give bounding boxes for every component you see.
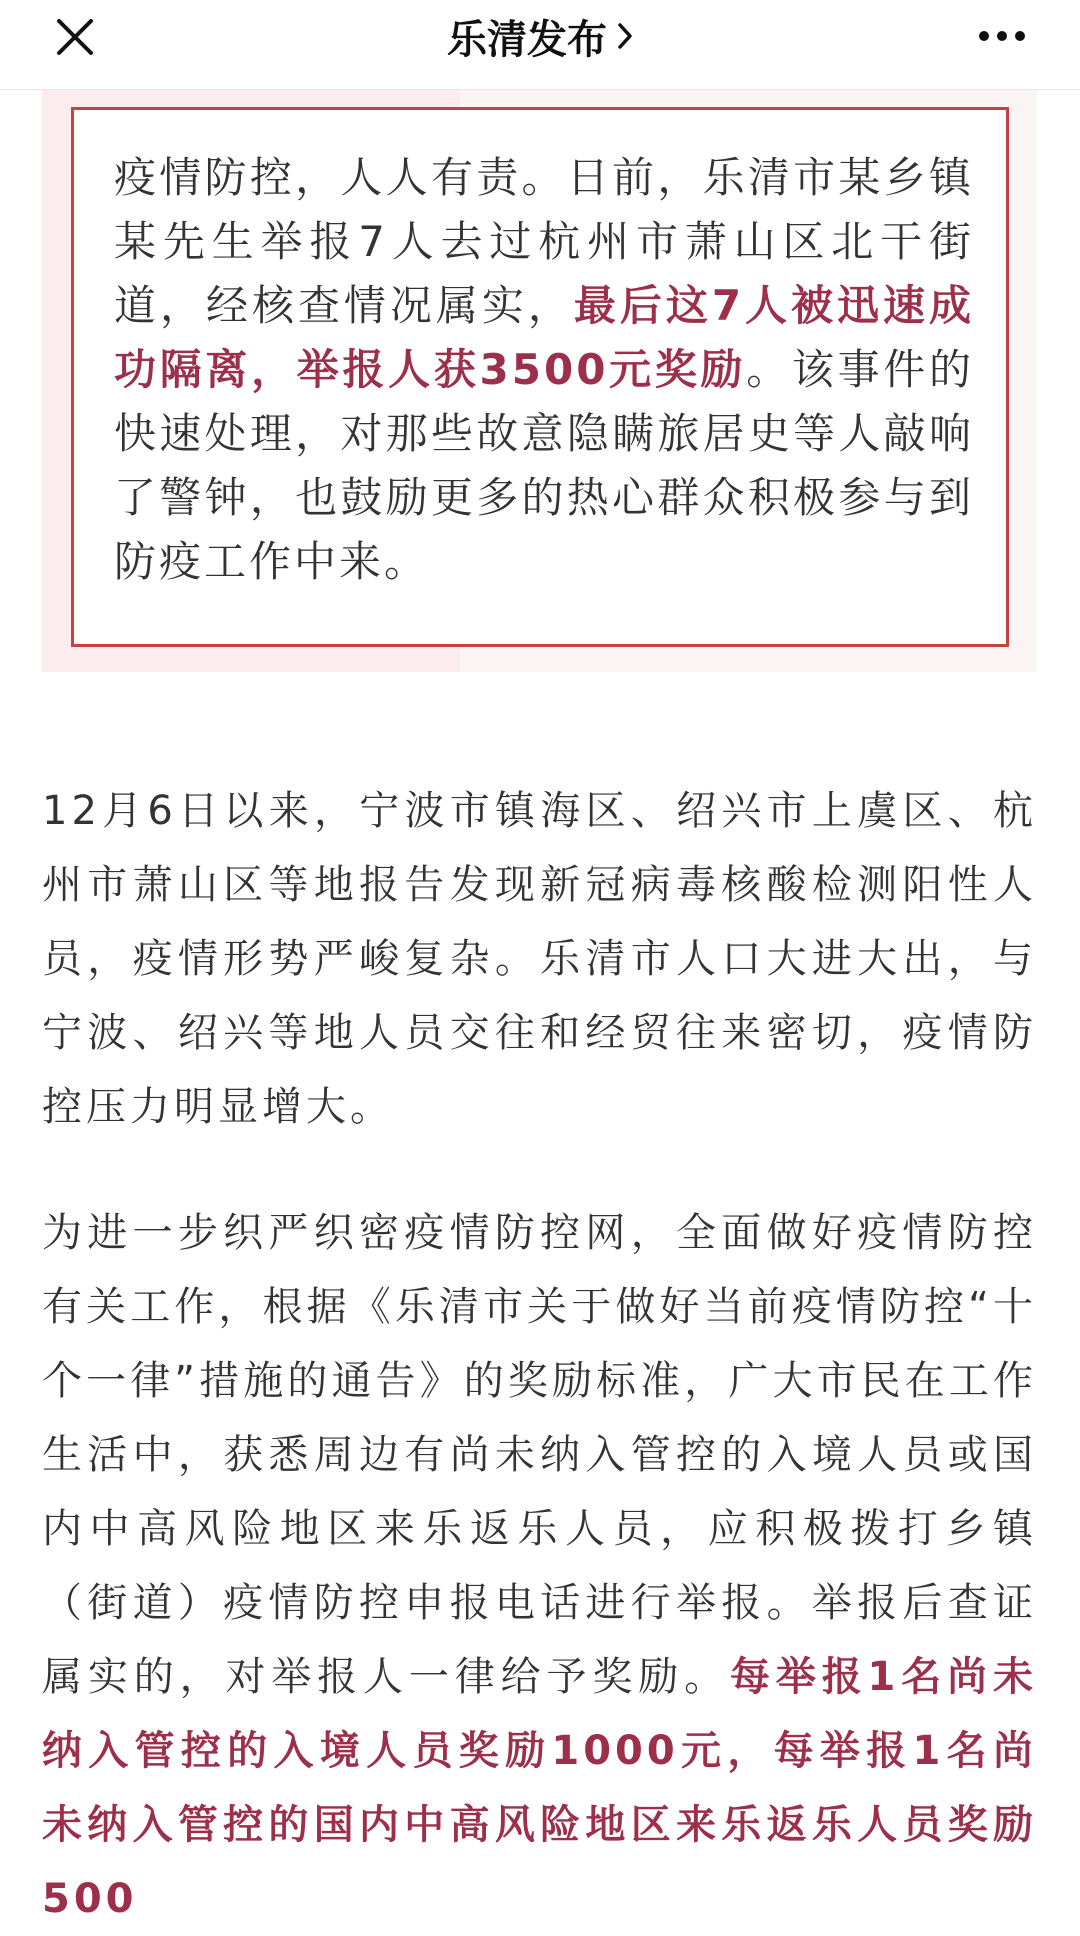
callout-highlight: 最后这7人被迅速成功隔离，举报人获3500元奖励 [114, 281, 974, 394]
nav-title-container [0, 0, 1080, 72]
close-icon [55, 17, 95, 57]
top-nav-bar [0, 0, 1080, 90]
callout-text-part: 疫情防控，人人有责。日前，乐清市某乡镇某先生举报7人去过杭州市萧山区北干街道，经核查情况属实， [114, 153, 974, 330]
article-paragraph-1: 12月6日以来，宁波市镇海区、绍兴市上虞区、杭州市萧山区等地报告发现新冠病毒核酸检测阳性人员，疫情形势严峻复杂。乐清市人口大进大出，与宁波、绍兴等地人员交往和经贸往来密切，疫情防控压力明显增大。 [42, 788, 1037, 1130]
callout-text [114, 146, 974, 594]
paragraph-highlight: 每举报1名尚未纳入管控的入境人员奖励1000元，每举报1名尚未纳入管控的国内中高风险地区来乐返乐人员奖励500 [42, 1654, 1037, 1922]
account-name: 乐清发布 [447, 16, 607, 63]
callout-box [71, 107, 1009, 647]
chevron-right-icon [617, 22, 633, 50]
more-dots-icon [978, 30, 1026, 42]
more-options-button[interactable] [972, 14, 1032, 58]
account-title-link[interactable] [447, 8, 633, 65]
close-button[interactable] [48, 10, 102, 64]
paragraph-text-part: 为进一步织严织密疫情防控网，全面做好疫情防控有关工作，根据《乐清市关于做好当前疫情防控“十个一律”措施的通告》的奖励标准，广大市民在工作生活中，获悉周边有尚未纳入管控的入境人员或国内中高风险地区来乐返乐人员，应积极拨打乡镇（街道）疫情防控申报电话进行举报。举报后查证属实的，对举报人一律给予奖励。 [42, 1210, 1037, 1700]
callout-text-part: 。该事件的快速处理，对那些故意隐瞒旅居史等人敲响了警钟，也鼓励更多的热心群众积极参与到防疫工作中来。 [114, 345, 974, 586]
article-paragraph-2 [42, 1196, 1037, 1936]
